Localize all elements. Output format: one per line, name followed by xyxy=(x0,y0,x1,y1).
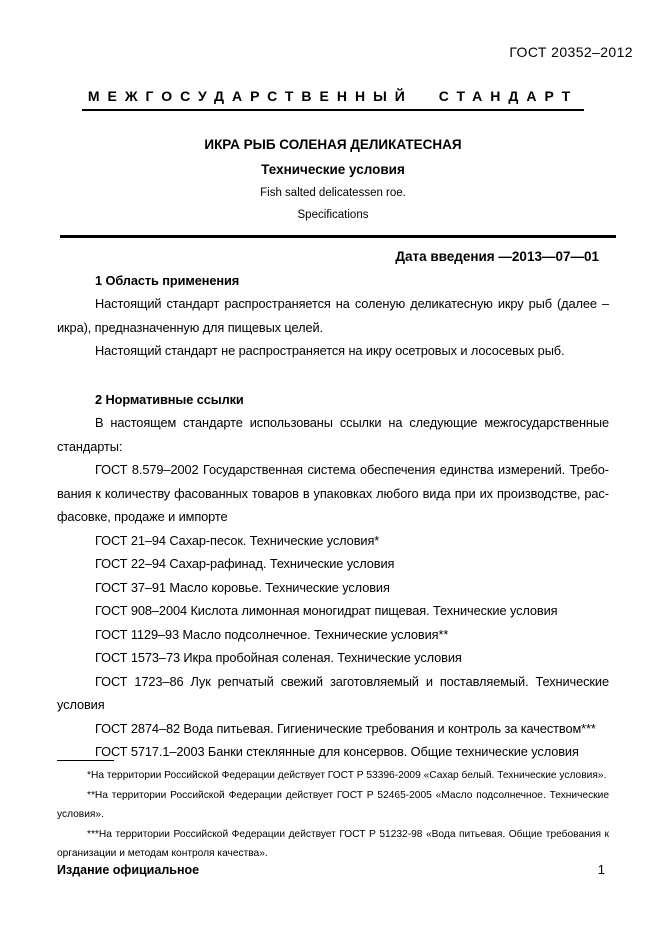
reference-item: ГОСТ 5717.1–2003 Банки стеклянные для консервов. Общие технические условия xyxy=(95,744,579,759)
reference-item: ГОСТ 8.579–2002 Государственная система обеспечения единства измерений. Требования к количеству фасованных товаров в упаковках любого вида при их производстве, расфасовке, продаже и импорте xyxy=(57,462,609,524)
footnote: *На территории Российской Федерации действует ГОСТ Р 53396-2009 «Сахар белый. Технические условия». xyxy=(87,770,607,781)
section-2-intro: В настоящем стандарте использованы ссылки на следующие межгосударственные стандарты: xyxy=(57,415,609,454)
doc-subtitle-ru: Технические условия xyxy=(261,162,405,177)
section-1-paragraph: Настоящий стандарт не распространяется на икру осетровых и лососевых рыб. xyxy=(95,343,565,358)
reference-item: ГОСТ 37–91 Масло коровье. Технические условия xyxy=(95,579,390,595)
reference-item: ГОСТ 2874–82 Вода питьевая. Гигиенические требования и контроль за качеством*** xyxy=(95,720,596,736)
page-footer xyxy=(57,862,605,877)
footnote-area xyxy=(57,760,609,864)
edition-label: Издание официальное xyxy=(57,863,200,877)
doc-subtitle-en: Specifications xyxy=(297,209,369,221)
doc-title-en: Fish salted delicatessen roe. xyxy=(260,187,406,199)
standard-kind-row xyxy=(57,0,609,111)
document-body xyxy=(57,269,609,764)
reference-item: ГОСТ 908–2004 Кислота лимонная моногидрат пищевая. Технические условия xyxy=(95,603,558,618)
reference-item: ГОСТ 22–94 Сахар-рафинад. Технические условия xyxy=(95,556,395,571)
standard-kind-heading: МЕЖГОСУДАРСТВЕННЫЙ СТАНДАРТ xyxy=(82,88,584,111)
footnote: **На территории Российской Федерации действует ГОСТ Р 52465-2005 «Масло подсолнечное. Технические условия». xyxy=(57,789,609,820)
effective-date: Дата введения —2013—07—01 xyxy=(395,249,599,264)
page-number: 1 xyxy=(597,862,605,877)
reference-item: ГОСТ 1129–93 Масло подсолнечное. Технические условия** xyxy=(95,626,449,642)
doc-number: ГОСТ 20352–2012 xyxy=(509,44,633,60)
section-1-paragraph: Настоящий стандарт распространяется на соленую деликатесную икру рыб (далее – икра), предназначенную для пищевых целей. xyxy=(57,296,609,335)
section-2-heading: 2 Нормативные ссылки xyxy=(95,391,244,407)
reference-item: ГОСТ 21–94 Сахар-песок. Технические условия* xyxy=(95,532,380,548)
footnote: ***На территории Российской Федерации действует ГОСТ Р 51232-98 «Вода питьевая. Общие требования к организации и методам контроля качества». xyxy=(57,828,609,859)
reference-item: ГОСТ 1723–86 Лук репчатый свежий заготовляемый и поставляемый. Технические условия xyxy=(57,673,609,712)
title-separator-rule xyxy=(60,235,616,238)
section-1-heading: 1 Область применения xyxy=(95,272,240,288)
reference-item: ГОСТ 1573–73 Икра пробойная соленая. Технические условия xyxy=(95,650,462,665)
footnote-separator-rule xyxy=(57,760,114,761)
doc-title-ru: ИКРА РЫБ СОЛЕНАЯ ДЕЛИКАТЕСНАЯ xyxy=(204,137,462,152)
